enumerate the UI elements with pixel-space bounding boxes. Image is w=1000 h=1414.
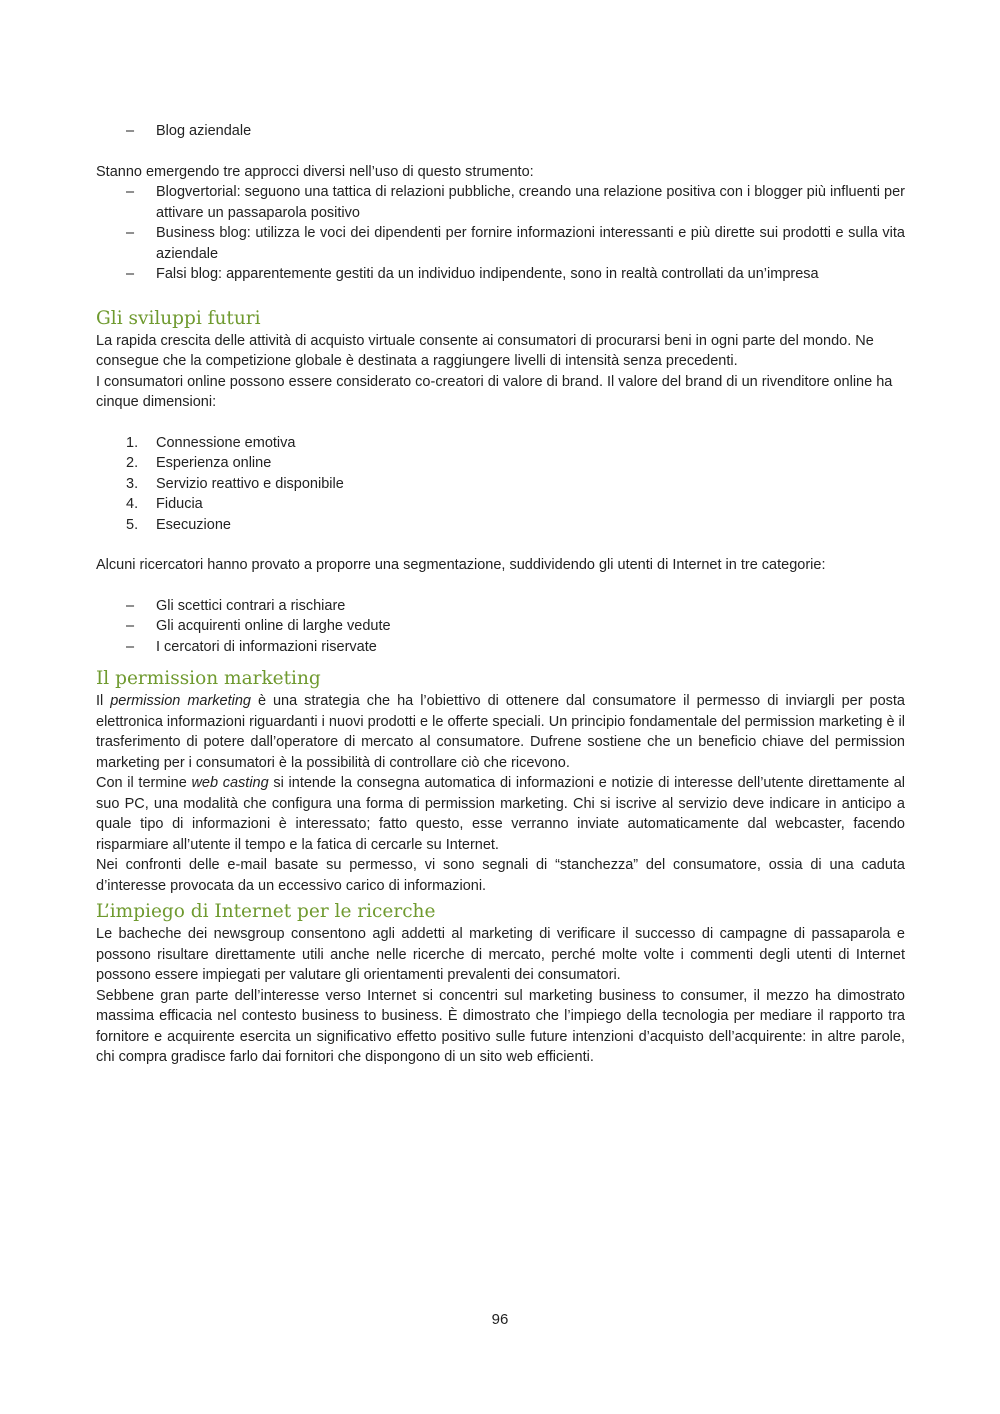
paragraph: Stanno emergendo tre approcci diversi nell’uso di questo strumento: xyxy=(96,163,534,180)
list-item: – Business blog: utilizza le voci dei dipendenti per fornire informazioni interessanti e più dirette sui prodotti e sulla vita aziendale xyxy=(126,225,905,262)
paragraph: Nei confronti delle e-mail basate su permesso, vi sono segnali di “stanchezza” del consumatore, ossia di una caduta d’interesse provocata da un eccessivo carico di informazioni. xyxy=(96,857,905,894)
list-item: – I cercatori di informazioni riservate xyxy=(126,638,377,655)
paragraph: I consumatori online possono essere considerato co-creatori di valore di brand. Il valore del brand di un rivenditore online ha cinque dimensioni: xyxy=(96,373,893,410)
list-item: – Falsi blog: apparentemente gestiti da un individuo indipendente, sono in realtà controllati da un’impresa xyxy=(126,266,819,282)
list-item: 4. Fiducia xyxy=(126,496,203,512)
list-item: – Blogvertorial: seguono una tattica di relazioni pubbliche, creando una relazione positiva con i blogger più influenti per attivare un passaparola positivo xyxy=(126,184,905,221)
list-item: 5. Esecuzione xyxy=(126,516,231,533)
bullet-list-top xyxy=(96,121,905,142)
list-item: – Blog aziendale xyxy=(96,121,905,142)
dash-marker: – xyxy=(126,123,135,139)
page-number: 96 xyxy=(491,1311,509,1328)
paragraph: Con il termine web casting si intende la consegna automatica di informazioni e notizie di interesse dell’utente direttamente al suo PC, una modalità che configura una forma di permission marketing. Chi si iscrive al servizio deve indicare in anticipo a quale tipo di informazioni è interessato; fatto questo, esse verranno inviate automaticamente dal webcaster, facendo risparmiare all’utente il tempo e la fatica di cercarle su Internet. xyxy=(96,775,905,853)
list-item: 3. Servizio reattivo e disponibile xyxy=(126,475,344,492)
list-item: 2. Esperienza online xyxy=(126,455,272,471)
paragraph: La rapida crescita delle attività di acquisto virtuale consente ai consumatori di procurarsi beni in ogni parte del mondo. Ne consegue che la competizione globale è destinata a raggiungere livelli di intensità senza precedenti. xyxy=(96,332,874,369)
list-item: – Gli scettici contrari a rischiare xyxy=(126,597,346,614)
section-heading: L’impiego di Internet per le ricerche xyxy=(96,901,436,922)
bullet-list-blog-types xyxy=(96,182,905,285)
list-item: – Gli acquirenti online di larghe vedute xyxy=(126,618,391,634)
paragraph: Alcuni ricercatori hanno provato a proporre una segmentazione, suddividendo gli utenti di Internet in tre categorie: xyxy=(96,557,826,573)
document-page xyxy=(96,121,905,1068)
section-heading: Gli sviluppi futuri xyxy=(96,307,261,329)
bullet-list-segments xyxy=(96,596,905,658)
paragraph: Il permission marketing è una strategia che ha l’obiettivo di ottenere dal consumatore il permesso di inviargli per posta elettronica informazioni riguardanti i nuovi prodotti e le offerte speciali. Un principio fondamentale del permission marketing è il trasferimento di potere dall’operatore di mercato al consumatore. Dufrene sostiene che un beneficio chiave del permission marketing per i consumatori è la possibilità di controllare ciò che ricevono. xyxy=(96,693,905,771)
list-item: 1. Connessione emotiva xyxy=(126,434,296,451)
section-heading: Il permission marketing xyxy=(96,668,321,689)
numbered-list xyxy=(96,433,905,536)
paragraph: Sebbene gran parte dell’interesse verso Internet si concentri sul marketing business to consumer, il mezzo ha dimostrato massima efficacia nel contesto business to business. È dimostrato che l’impiego della tecnologia per mediare il rapporto tra fornitore e acquirente esercita un significativo effetto positivo sulle future intenzioni d’acquisto dell’acquirente: in altre parole, chi compra gradisce farlo dai fornitori che dispongono di un sito web efficienti. xyxy=(96,987,905,1065)
paragraph: Le bacheche dei newsgroup consentono agli addetti al marketing di verificare il successo di campagne di passaparola e possono risultare direttamente utili anche nelle ricerche di mercato, perché molte volte i commenti degli utenti di Internet possono essere impiegati per valutare gli orientamenti prevalenti dei consumatori. xyxy=(96,926,905,983)
